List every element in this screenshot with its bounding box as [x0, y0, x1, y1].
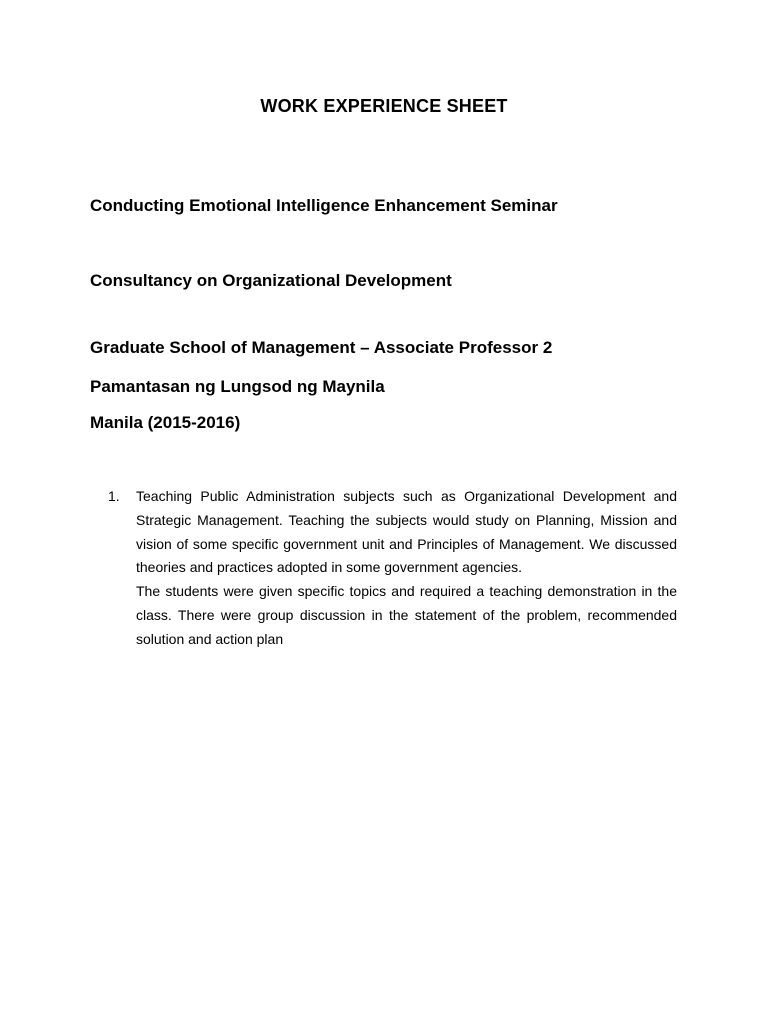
list-item-body — [136, 485, 677, 652]
document-title: WORK EXPERIENCE SHEET — [260, 96, 508, 116]
consultancy-heading: Consultancy on Organizational Development — [90, 271, 452, 290]
seminar-heading: Conducting Emotional Intelligence Enhancement Seminar — [90, 196, 558, 215]
list-item-number: 1. — [108, 488, 120, 504]
list-item-paragraph: Teaching Public Administration subjects such as Organizational Development and Strategic Management. Teaching the subjects would study on Planning, Mission and vision of some specific government unit and Principles of Management. We discussed theories and practices adopted in some government agencies. — [136, 488, 677, 576]
list-item-paragraph: The students were given specific topics and required a teaching demonstration in the class. There were group discussion in the statement of the problem, recommended solution and action plan — [136, 583, 677, 647]
institution-heading: Pamantasan ng Lungsod ng Maynila — [90, 377, 385, 396]
position-heading: Graduate School of Management – Associate Professor 2 — [90, 338, 553, 357]
location-period-heading: Manila (2015-2016) — [90, 413, 241, 432]
